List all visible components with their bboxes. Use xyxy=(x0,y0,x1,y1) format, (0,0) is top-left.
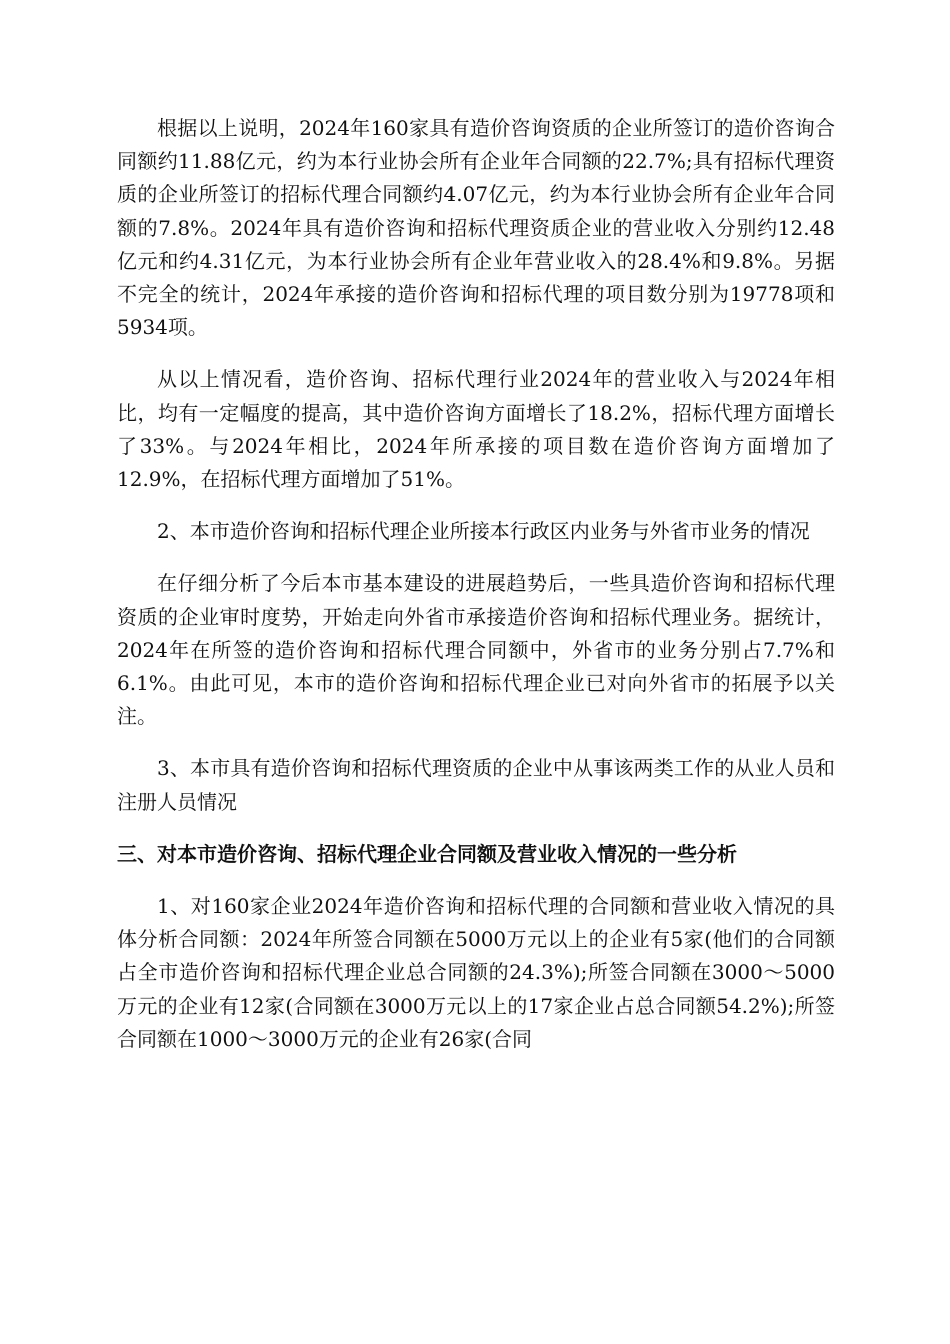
paragraph-contract-summary: 根据以上说明，2024年160家具有造价咨询资质的企业所签订的造价咨询合同额约11.88亿元，约为本行业协会所有企业年合同额的22.7%;具有招标代理资质的企业所签订的招标代理合同额约4.07亿元，约为本行业协会所有企业年合同额的7.8%。2024年具有造价咨询和招标代理资质企业的营业收入分别约12.48亿元和约4.31亿元，为本行业协会所有企业年营业收入的28.4%和9.8%。另据不完全的统计，2024年承接的造价咨询和招标代理的项目数分别为19778项和5934项。 xyxy=(117,116,835,340)
paragraph-growth-comparison: 从以上情况看，造价咨询、招标代理行业2024年的营业收入与2024年相比，均有一定幅度的提高，其中造价咨询方面增长了18.2%，招标代理方面增长了33%。与2024年相比，2024年所承接的项目数在造价咨询方面增加了12.9%，在招标代理方面增加了51%。 xyxy=(117,367,835,492)
section-heading-analysis: 三、对本市造价咨询、招标代理企业合同额及营业收入情况的一些分析 xyxy=(117,841,737,866)
paragraph-contract-analysis: 1、对160家企业2024年造价咨询和招标代理的合同额和营业收入情况的具体分析合同额：2024年所签合同额在5000万元以上的企业有5家(他们的合同额占全市造价咨询和招标代理企业总合同额的24.3%);所签合同额在3000～5000万元的企业有12家(合同额在3000万元以上的17家企业占总合同额54.2%);所签合同额在1000～3000万元的企业有26家(合同 xyxy=(117,894,835,1051)
document-page xyxy=(117,112,835,1075)
subheading-local-vs-external: 2、本市造价咨询和招标代理企业所接本行政区内业务与外省市业务的情况 xyxy=(157,519,810,544)
subheading-staff: 3、本市具有造价咨询和招标代理资质的企业中从事该两类工作的从业人员和注册人员情况 xyxy=(117,756,835,814)
paragraph-external-business: 在仔细分析了今后本市基本建设的进展趋势后，一些具造价咨询和招标代理资质的企业审时度势，开始走向外省市承接造价咨询和招标代理业务。据统计，2024年在所签的造价咨询和招标代理合同额中，外省市的业务分别占7.7%和6.1%。由此可见，本市的造价咨询和招标代理企业已对向外省市的拓展予以关注。 xyxy=(117,571,835,729)
